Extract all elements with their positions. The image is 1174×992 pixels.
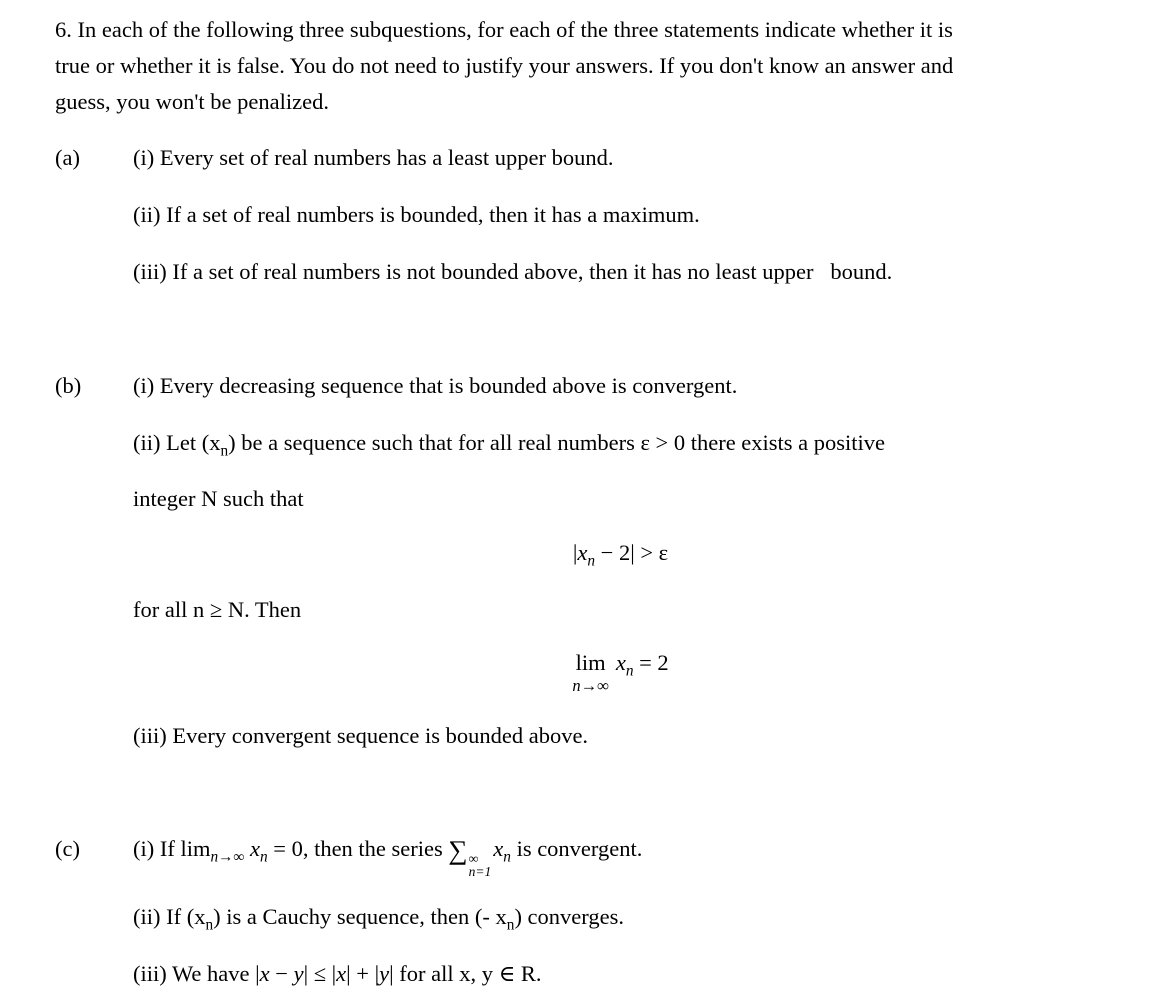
lim-operator: lim — [575, 650, 606, 675]
statement-text: ) be a sequence such that for all real numbers ε > 0 there exists a positive — [228, 430, 886, 455]
part-c-statement-ii — [133, 899, 1166, 935]
statement-text: (ii) If (x — [133, 904, 206, 929]
part-b — [55, 368, 1166, 754]
variable-y: y — [293, 961, 304, 986]
limit-stack — [572, 649, 609, 695]
subscript-n: n — [503, 848, 511, 866]
statement-text: (i) If lim — [133, 836, 211, 861]
part-a-statement-i: (i) Every set of real numbers has a least upper bound. — [133, 145, 614, 170]
lim-subscript: n→∞ — [572, 676, 609, 695]
part-b-label: (b) — [55, 373, 82, 398]
statement-text: is convergent. — [510, 836, 643, 861]
formula-abs-xn-minus-2 — [133, 535, 1166, 571]
variable-y: y — [379, 961, 390, 986]
statement-text: | ≤ | — [303, 961, 337, 986]
intro-line-1: 6. In each of the following three subquestions, for each of the three statements indicate whether it is — [55, 17, 953, 42]
subscript-n: n — [625, 662, 634, 680]
part-b-between-text: for all n ≥ N. Then — [133, 597, 302, 622]
equals-2: = 2 — [633, 650, 669, 675]
part-a-body — [133, 140, 1166, 290]
variable-x: x — [336, 961, 347, 986]
part-b-statement-iii: (iii) Every convergent sequence is bounded above. — [133, 723, 589, 748]
variable-x: x — [249, 836, 260, 861]
part-c-label: (c) — [55, 836, 80, 861]
limit-rhs — [616, 649, 669, 695]
lim-subscript: n→∞ — [210, 848, 245, 866]
part-a-label: (a) — [55, 145, 80, 170]
sum-upper-limit: ∞ — [468, 851, 479, 866]
variable-x: x — [493, 836, 504, 861]
part-a-statement-ii: (ii) If a set of real numbers is bounded, then it has a maximum. — [133, 202, 700, 227]
statement-text: (ii) Let (x — [133, 430, 221, 455]
variable-x: x — [615, 650, 626, 675]
subscript-n: n — [205, 916, 214, 934]
subscript-n: n — [259, 848, 268, 866]
part-b-statement-i: (i) Every decreasing sequence that is bounded above is convergent. — [133, 373, 738, 398]
part-a-statement-iii: (iii) If a set of real numbers is not bounded above, then it has no least upper bound. — [133, 259, 893, 284]
statement-text: = 0, then the series — [267, 836, 449, 861]
subscript-n: n — [506, 916, 515, 934]
statement-text: (iii) We have | — [133, 961, 260, 986]
part-c-statement-i — [133, 831, 1166, 878]
intro-line-2: true or whether it is false. You do not need to justify your answers. If you don't know an answer and — [55, 53, 954, 78]
summation-icon: ∑ — [448, 835, 468, 865]
part-c-statement-iii — [133, 956, 1166, 992]
statement-text: ) is a Cauchy sequence, then (- x — [213, 904, 507, 929]
abs-bar: | — [572, 540, 578, 565]
statement-text: ) converges. — [514, 904, 624, 929]
question-intro — [55, 12, 1166, 120]
statement-text: | for all x, y ∈ R. — [389, 961, 542, 986]
part-c-body — [133, 831, 1166, 992]
summation-limits — [469, 852, 492, 878]
part-b-statement-ii — [133, 425, 1166, 461]
formula-limit — [133, 649, 1166, 695]
formula-rest: − 2| > ε — [595, 540, 669, 565]
part-b-statement-ii-continuation: integer N such that — [133, 486, 304, 511]
part-c — [55, 831, 1166, 992]
part-b-body — [133, 368, 1166, 754]
sum-lower-limit: n=1 — [468, 864, 492, 879]
variable-x: x — [577, 540, 588, 565]
part-a — [55, 140, 1166, 290]
variable-x: x — [259, 961, 270, 986]
subscript-n: n — [220, 442, 229, 460]
statement-text: | + | — [346, 961, 380, 986]
minus-sign: − — [269, 961, 294, 986]
subscript-n: n — [587, 552, 596, 570]
intro-line-3: guess, you won't be penalized. — [55, 89, 329, 114]
